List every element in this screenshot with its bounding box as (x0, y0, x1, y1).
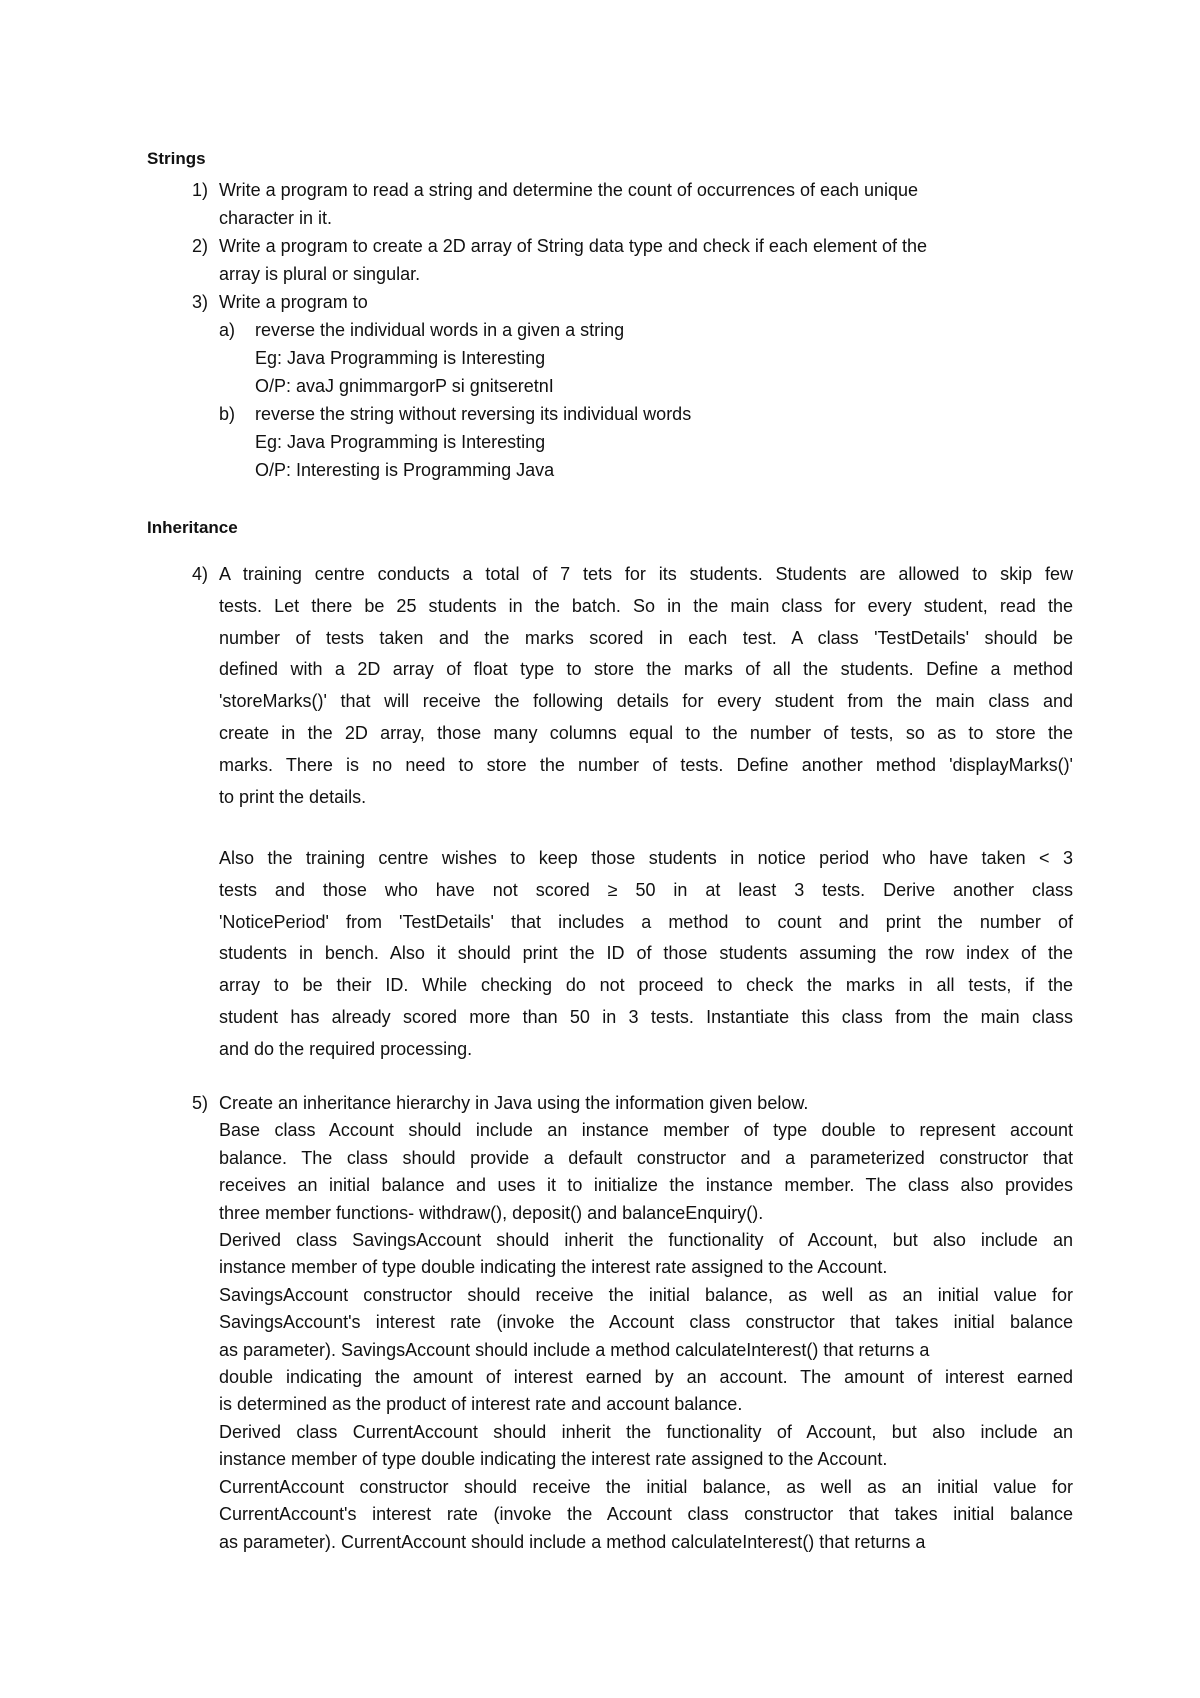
section-heading-strings: Strings (147, 149, 206, 168)
item-line: Also the training centre wishes to keep those students in notice period who have taken < 3 (219, 848, 1073, 868)
item-line: Write a program to read a string and determine the count of occurrences of each unique (219, 180, 919, 200)
item-line: array is plural or singular. (219, 264, 421, 284)
item-line: Derived class CurrentAccount should inherit the functionality of Account, but also include an (219, 1421, 1073, 1442)
inheritance-item-4-para2 (147, 843, 1073, 1066)
item-line: and do the required processing. (219, 1038, 473, 1059)
list-item-2 (147, 232, 1073, 288)
item-line: array to be their ID. While checking do not proceed to check the marks in all tests, if the (219, 975, 1073, 996)
item-line: instance member of type double indicating the interest rate assigned to the Account. (219, 1449, 888, 1470)
item-line: students in bench. Also it should print the ID of those students assuming the row index of the (219, 943, 1073, 964)
item-line: double indicating the amount of interest earned by an account. The amount of interest earned (219, 1367, 1073, 1388)
inheritance-item-4 (147, 559, 1073, 813)
item-line: Eg: Java Programming is Interesting (255, 432, 546, 452)
item-line: is determined as the product of interest rate and account balance. (219, 1394, 743, 1415)
item-line: student has already scored more than 50 in 3 tests. Instantiate this class from the main class (219, 1006, 1073, 1027)
item-line: Write a program to (219, 292, 368, 312)
item-line: SavingsAccount's interest rate (invoke the Account class constructor that takes initial balance (219, 1312, 1073, 1333)
item-line: number of tests taken and the marks scored in each test. A class 'TestDetails' should be (219, 627, 1073, 648)
list-item-3 (147, 288, 1073, 316)
item-line: instance member of type double indicating the interest rate assigned to the Account. (219, 1257, 888, 1278)
item-line: character in it. (219, 208, 333, 228)
sub-item-a (147, 316, 1073, 400)
item-number: 3) (191, 292, 208, 312)
item-line: CurrentAccount's interest rate (invoke the Account class constructor that takes initial balance (219, 1504, 1073, 1525)
item-line: 'NoticePeriod' from 'TestDetails' that includes a method to count and print the number of (219, 911, 1073, 932)
item-line: reverse the individual words in a given a string (255, 320, 625, 340)
item-number: 4) (191, 564, 208, 584)
item-line: receives an initial balance and uses it to initialize the instance member. The class also provides (219, 1175, 1073, 1196)
item-line: Eg: Java Programming is Interesting (255, 348, 546, 368)
item-line: three member functions- withdraw(), deposit() and balanceEnquiry(). (219, 1202, 764, 1223)
item-number: 2) (191, 236, 208, 256)
item-number: 1) (191, 180, 208, 200)
item-line: tests. Let there be 25 students in the batch. So in the main class for every student, read the (219, 595, 1073, 616)
item-number: 5) (191, 1093, 208, 1113)
item-line: defined with a 2D array of float type to store the marks of all the students. Define a method (219, 659, 1073, 680)
item-line: Write a program to create a 2D array of String data type and check if each element of the (219, 236, 928, 256)
item-line: create in the 2D array, those many columns equal to the number of tests, so as to store the (219, 722, 1073, 743)
item-line: Create an inheritance hierarchy in Java using the information given below. (219, 1093, 809, 1113)
item-line: marks. There is no need to store the number of tests. Define another method 'displayMarks()' (219, 754, 1073, 775)
item-line: tests and those who have not scored ≥ 50 in at least 3 tests. Derive another class (219, 879, 1073, 900)
item-line: O/P: Interesting is Programming Java (255, 460, 555, 480)
list-item-1 (147, 176, 1073, 232)
item-line: as parameter). SavingsAccount should include a method calculateInterest() that returns a (219, 1339, 930, 1360)
item-line: balance. The class should provide a default constructor and a parameterized constructor that (219, 1147, 1073, 1168)
item-line: to print the details. (219, 786, 367, 807)
sub-item-b (147, 400, 1073, 484)
item-line: A training centre conducts a total of 7 tets for its students. Students are allowed to skip few (219, 564, 1073, 584)
section-heading-inheritance: Inheritance (147, 518, 238, 537)
strings-list (147, 176, 1073, 484)
item-line: 'storeMarks()' that will receive the following details for every student from the main class and (219, 691, 1073, 712)
item-line: O/P: avaJ gnimmargorP si gnitseretnI (255, 376, 554, 396)
item-line: as parameter). CurrentAccount should include a method calculateInterest() that returns a (219, 1531, 926, 1552)
item-line: SavingsAccount constructor should receive the initial balance, as well as an initial value for (219, 1284, 1073, 1305)
sub-item-letter: a) (219, 320, 236, 340)
item-line: CurrentAccount constructor should receive the initial balance, as well as an initial value for (219, 1476, 1073, 1497)
inheritance-item-5 (147, 1090, 1073, 1556)
item-line: Base class Account should include an instance member of type double to represent account (219, 1120, 1073, 1141)
sub-item-letter: b) (219, 404, 236, 424)
item-line: Derived class SavingsAccount should inherit the functionality of Account, but also include an (219, 1230, 1073, 1251)
item-line: reverse the string without reversing its individual words (255, 404, 692, 424)
